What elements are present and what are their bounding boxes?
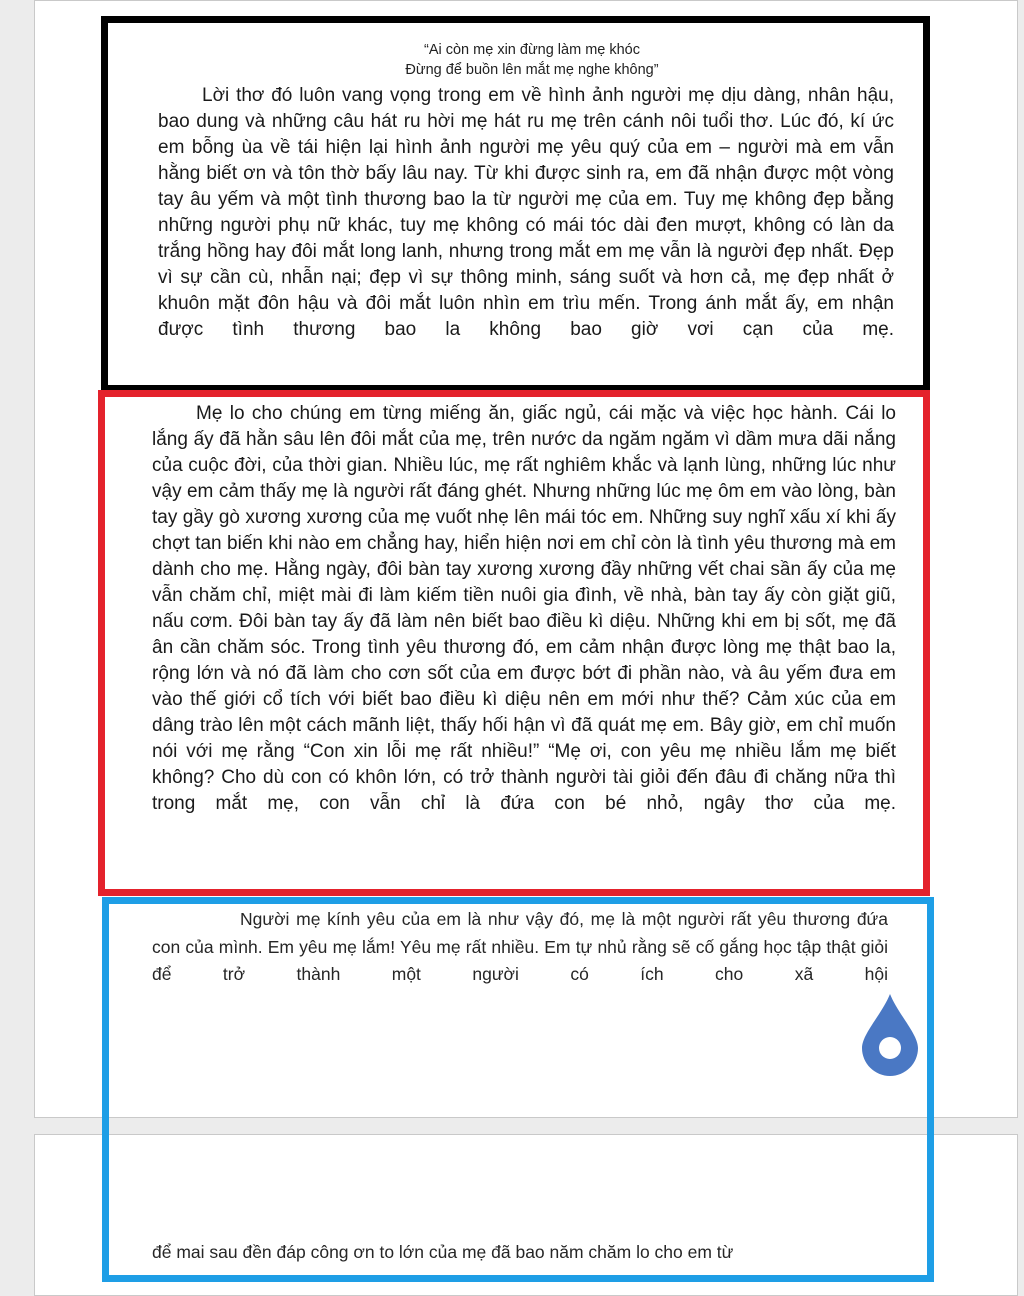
black-highlight-box [101, 16, 930, 392]
paragraph-3: Người mẹ kính yêu của em là như vậy đó, mẹ là một người rất yêu thương đứa con của mình. Em yêu mẹ lắm! Yêu mẹ rất nhiều. Em tự nhủ rằng sẽ cố gắng học tập thật giỏi để trở thành một người có ích cho xã hội [152, 909, 888, 984]
red-highlight-box [98, 390, 930, 896]
blue-highlight-box [102, 897, 934, 1282]
paragraph-1: Lời thơ đó luôn vang vọng trong em về hình ảnh người mẹ dịu dàng, nhân hậu, bao dung và những câu hát ru hời mẹ hát ru mẹ trên cánh nôi tuổi thơ. Lúc đó, kí ức em bỗng ùa về tái hiện lại hình ảnh người mẹ yêu quý của em – người mà em vẫn hằng biết ơn và tôn thờ bấy lâu nay. Từ khi được sinh ra, em đã nhận được một vòng tay âu yếm và một tình thương bao la từ người mẹ của em. Tuy mẹ không đẹp bằng những người phụ nữ khác, tuy mẹ không có mái tóc dài đen mượt, không có làn da trắng hồng hay đôi mắt long lanh, nhưng trong mắt em mẹ vẫn là người đẹp nhất. Đẹp vì sự cần cù, nhẫn nại; đẹp vì sự thông minh, sáng suốt và hơn cả, mẹ đẹp nhất ở khuôn mặt đôn hậu và đôi mắt luôn nhìn em trìu mến. Trong ánh mắt ấy, em nhận được tình thương bao la không bao giờ vơi cạn của mẹ. [158, 85, 894, 340]
paragraph-4: để mai sau đền đáp công ơn to lớn của mẹ đã bao năm chăm lo cho em từ [152, 1242, 734, 1262]
drop-icon[interactable] [858, 990, 922, 1078]
poem-line-2: Đừng để buồn lên mắt mẹ nghe không” [405, 62, 659, 78]
paragraph-2: Mẹ lo cho chúng em từng miếng ăn, giấc ngủ, cái mặc và việc học hành. Cái lo lắng ấy đã hằn sâu lên đôi mắt của mẹ, trên nước da ngăm ngăm vì dầm mưa dãi nắng của cuộc đời, của thời gian. Nhiều lúc, mẹ rất nghiêm khắc và lạnh lùng, những lúc như vậy em cảm thấy mẹ là người rất đáng ghét. Nhưng những lúc mẹ ôm em vào lòng, bàn tay gầy gò xương xương của mẹ vuốt nhẹ lên mái tóc em. Những suy nghĩ xấu xí khi ấy chợt tan biến khi nào em chẳng hay, hiển hiện nơi em chỉ còn là tình yêu thương mà em dành cho mẹ. Hằng ngày, đôi bàn tay xương xương đầy những vết chai sần ấy của mẹ vẫn chăm chỉ, miệt mài đi làm kiếm tiền nuôi gia đình, về nhà, bàn tay ấy còn giặt giũ, nấu cơm. Đôi bàn tay ấy đã làm nên biết bao điều kì diệu. Những khi em bị sốt, mẹ đã ân cần chăm sóc. Trong tình yêu thương đó, em cảm nhận được lòng mẹ thật bao la, rộng lớn và nó đã làm cho cơn sốt của em được bớt đi phần nào, và âu yếm đưa em vào thế giới cổ tích với biết bao điều kì diệu nên em mới như thế? Cảm xúc của em dâng trào lên một cách mãnh liệt, thấy hối hận vì đã quát mẹ em. Bây giờ, em chỉ muốn nói với mẹ rằng “Con xin lỗi mẹ rất nhiều!” “Mẹ ơi, con yêu mẹ nhiều lắm mẹ biết không? Cho dù con có khôn lớn, có trở thành người tài giỏi đến đâu đi chăng nữa thì trong mắt mẹ, con vẫn chỉ là đứa con bé nhỏ, ngây thơ của mẹ. [152, 403, 896, 814]
poem-line-1: “Ai còn mẹ xin đừng làm mẹ khóc [423, 42, 640, 58]
